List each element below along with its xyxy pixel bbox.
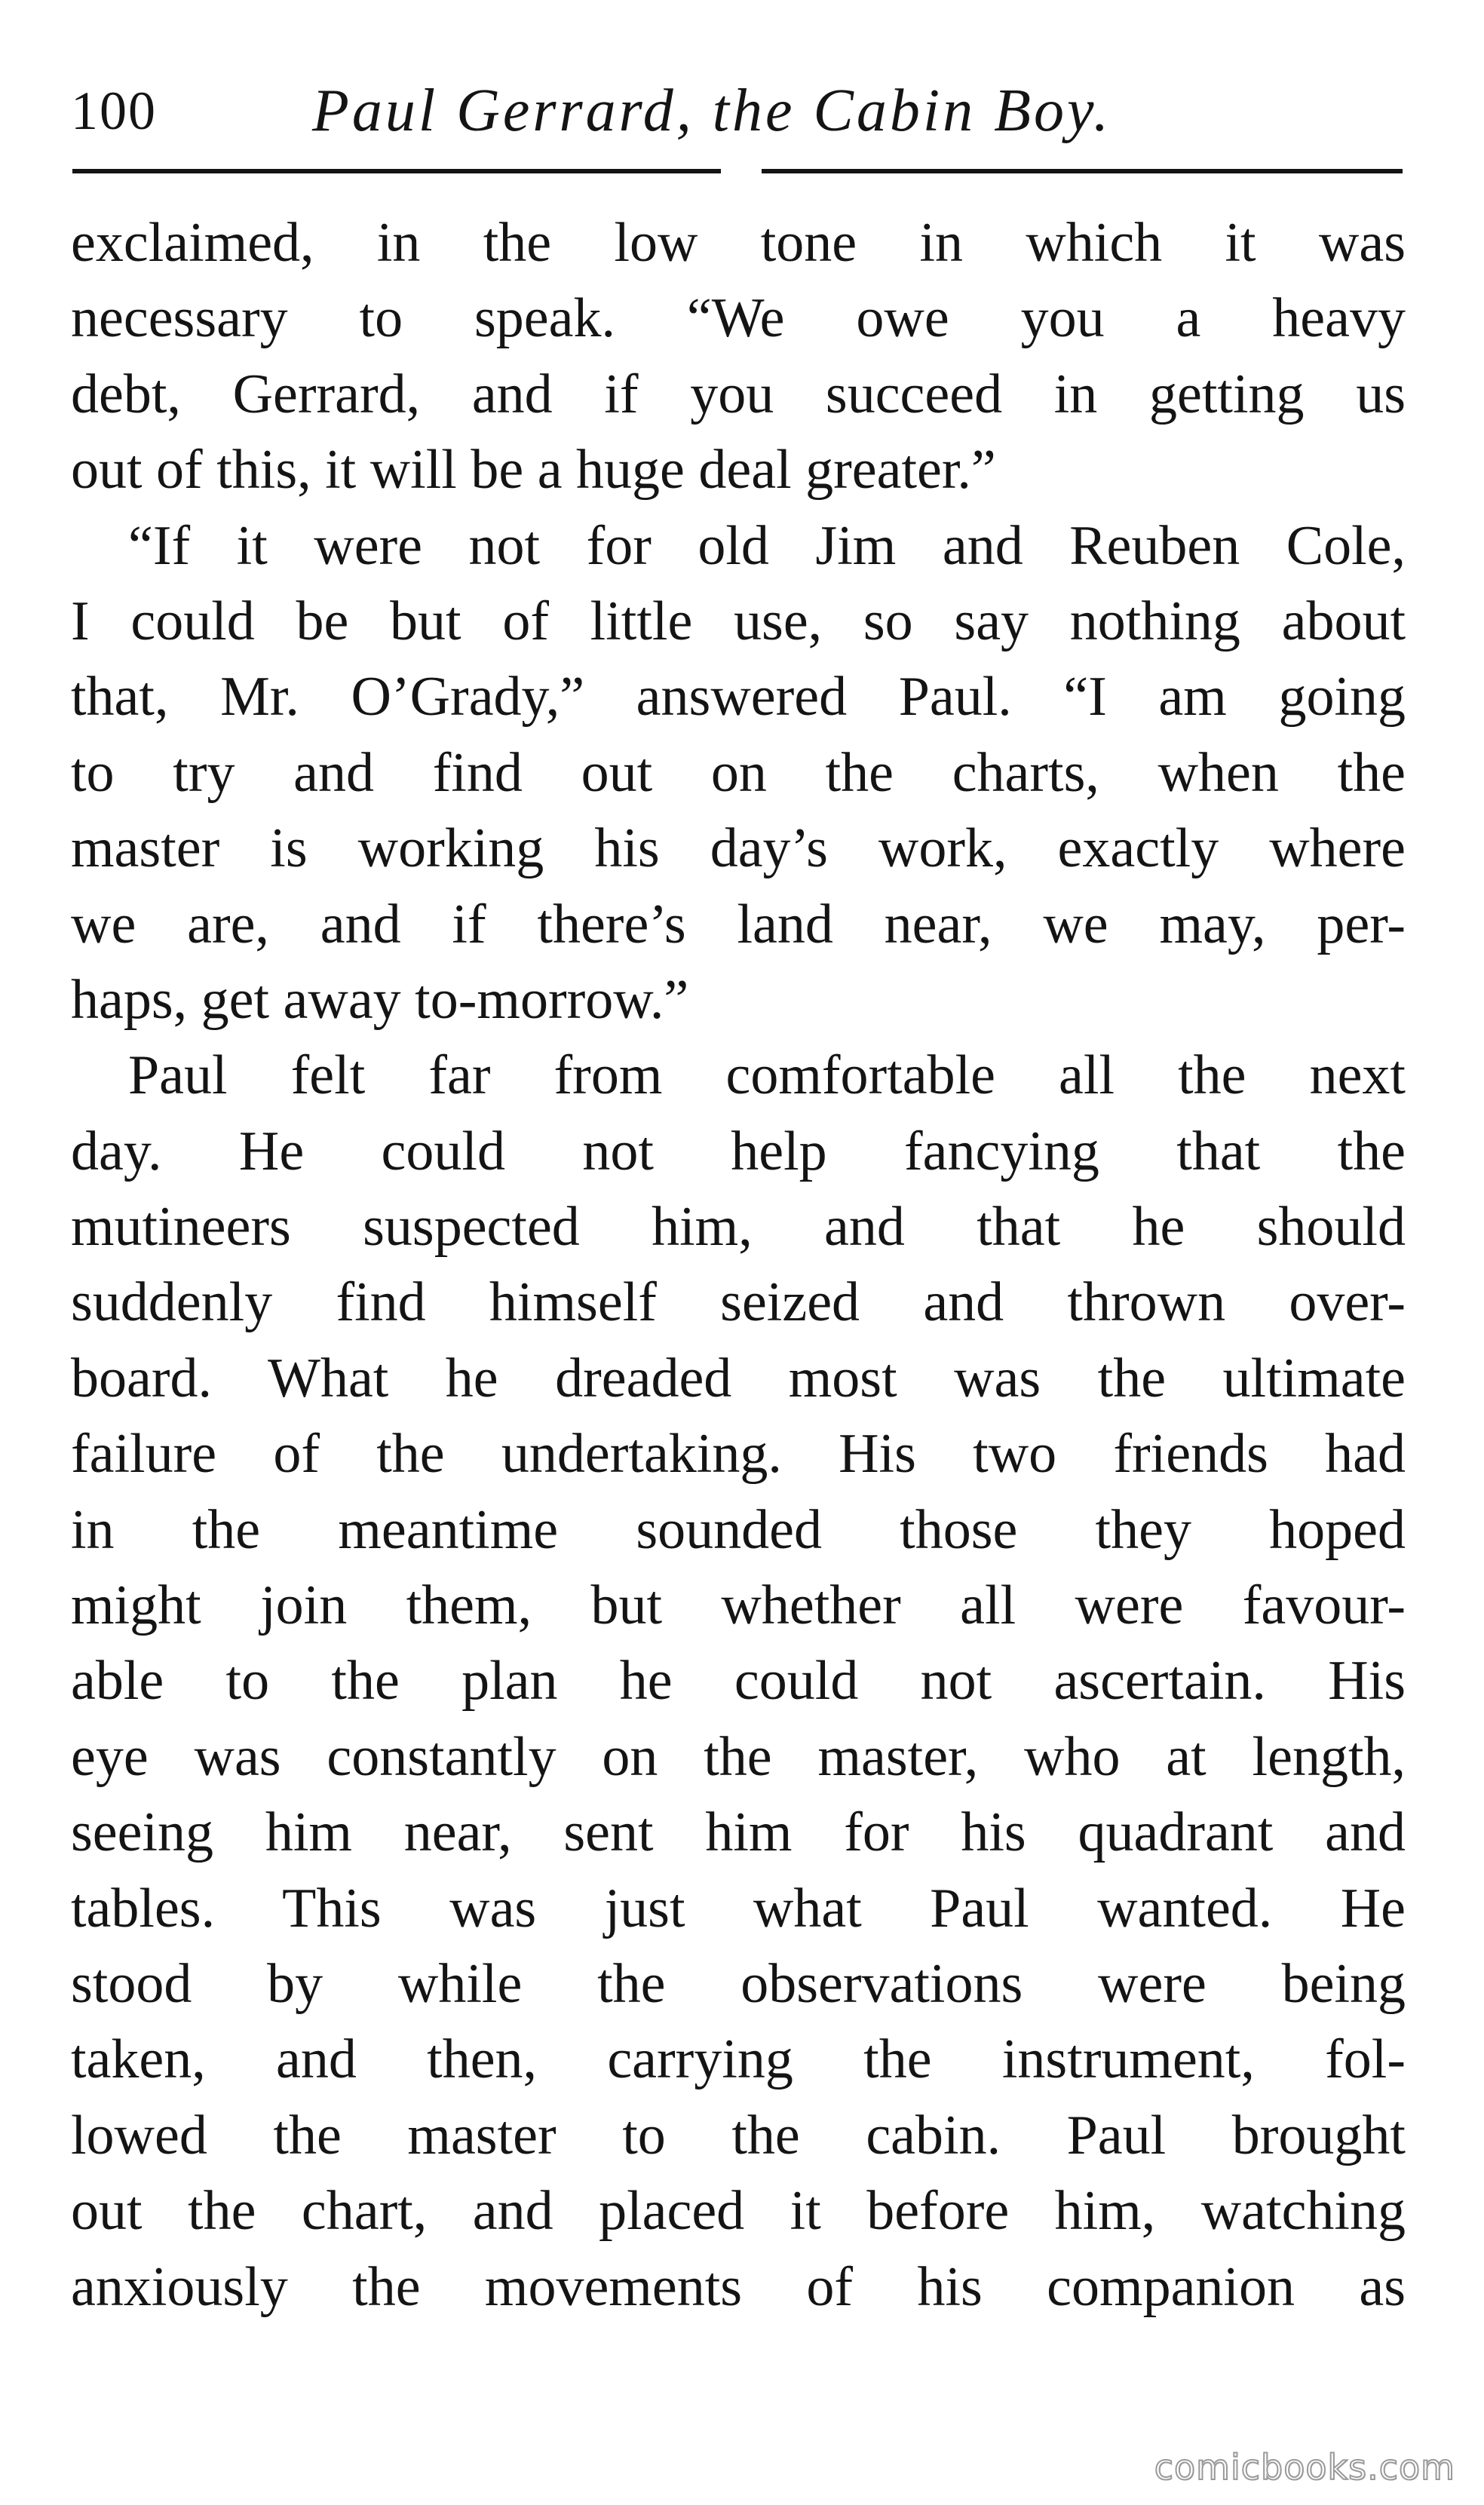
text-line: to try and find out on the charts, when the (71, 741, 1406, 804)
text-line: tables. This was just what Paul wanted. He (71, 1877, 1406, 1939)
text-line: mutineers suspected him, and that he should (71, 1196, 1406, 1259)
text-line: that, Mr. O’Grady,” answered Paul. “I am going (71, 666, 1406, 728)
text-line: able to the plan he could not ascertain. His (71, 1650, 1406, 1712)
text-line: out the chart, and placed it before him, watching (71, 2180, 1406, 2243)
page-number: 100 (71, 81, 157, 141)
text-line: master is working his day’s work, exactly where (71, 817, 1406, 880)
text-line: necessary to speak. “We owe you a heavy (71, 287, 1406, 350)
text-line: anxiously the movements of his companion as (71, 2255, 1406, 2318)
text-line: failure of the undertaking. His two friends had (71, 1423, 1406, 1486)
text-line: suddenly find himself seized and thrown over- (71, 1271, 1406, 1334)
text-line: seeing him near, sent him for his quadrant and (71, 1801, 1406, 1864)
text-line: in the meantime sounded those they hoped (71, 1498, 1406, 1561)
text-line: “If it were not for old Jim and Reuben Cole, (128, 514, 1406, 577)
text-line: might join them, but whether all were favour- (71, 1574, 1406, 1637)
page-header (71, 69, 1406, 152)
body-text (71, 205, 1406, 2325)
running-title: Paul Gerrard, the Cabin Boy. (312, 78, 1112, 144)
text-line: exclaimed, in the low tone in which it was (71, 212, 1406, 274)
text-line: board. What he dreaded most was the ultimate (71, 1347, 1406, 1409)
text-line: we are, and if there’s land near, we may, per- (71, 893, 1406, 955)
text-line: stood by while the observations were being (71, 1952, 1406, 2015)
header-rule-right (762, 169, 1403, 173)
text-line: debt, Gerrard, and if you succeed in getting us (71, 363, 1406, 425)
text-line: Paul felt far from comfortable all the next (128, 1044, 1406, 1107)
text-line: I could be but of little use, so say nothing about (71, 590, 1406, 652)
text-line: out of this, it will be a huge deal greater.” (71, 439, 996, 501)
text-line: eye was constantly on the master, who at length, (71, 1725, 1406, 1788)
text-line: haps, get away to-morrow.” (71, 968, 689, 1031)
header-rule-left (72, 169, 721, 173)
watermark: comicbooks.com (1154, 2447, 1455, 2488)
text-line: day. He could not help fancying that the (71, 1120, 1406, 1182)
text-line: lowed the master to the cabin. Paul brought (71, 2104, 1406, 2166)
text-line: taken, and then, carrying the instrument, fol- (71, 2028, 1406, 2091)
